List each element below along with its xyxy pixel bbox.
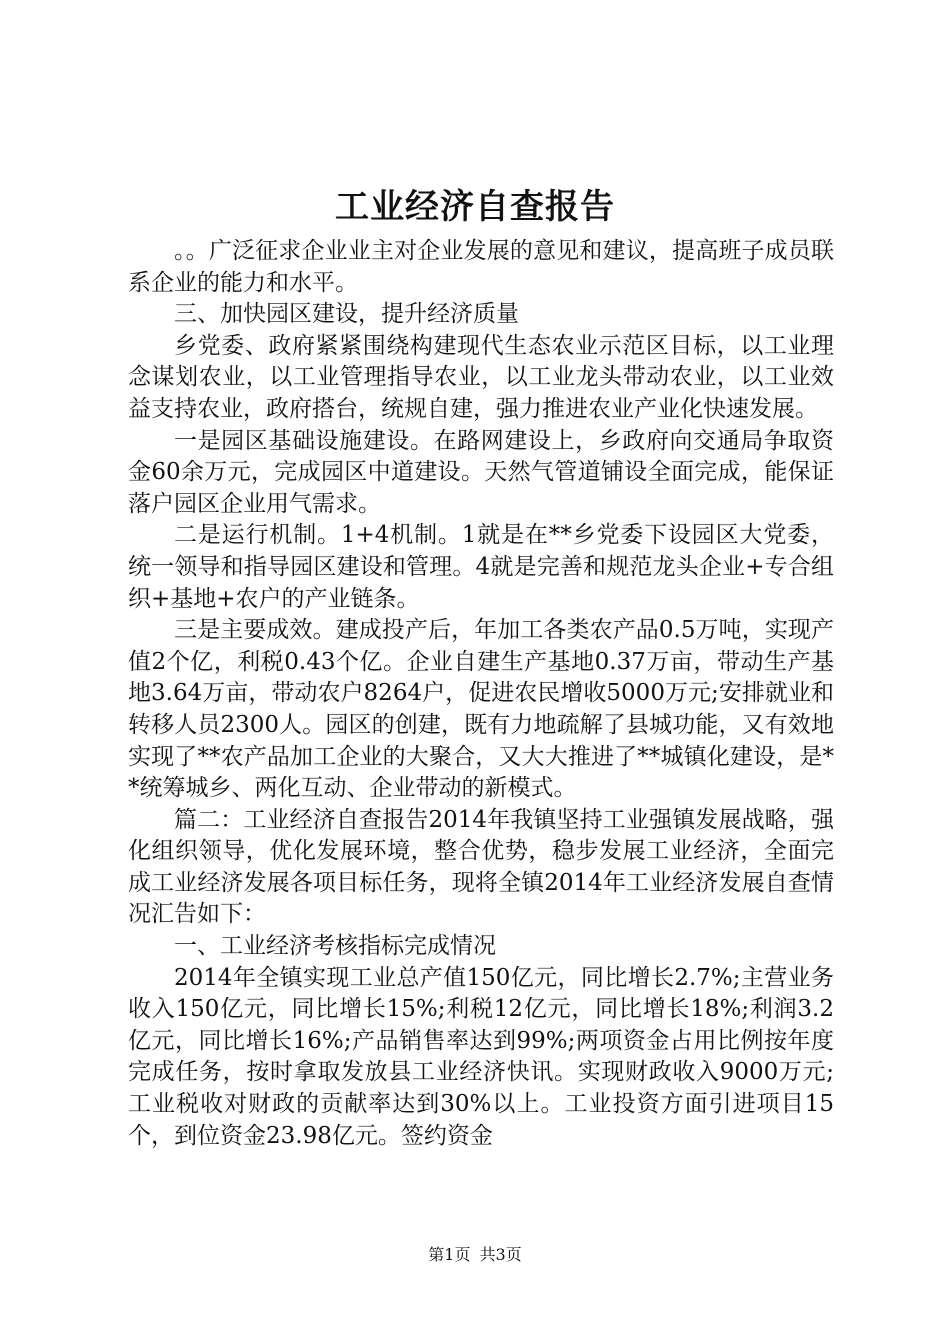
- document-body: [128, 236, 834, 1152]
- page-number: 第1页: [428, 1245, 471, 1264]
- page-total: 共3页: [479, 1245, 522, 1264]
- page-footer: [0, 1244, 950, 1266]
- section-heading: 一、工业经济考核指标完成情况: [174, 933, 496, 960]
- section-heading: 三、加快园区建设，提升经济质量: [174, 301, 519, 328]
- paragraph: 三是主要成效。建成投产后，年加工各类农产品0.5万吨，实现产值2个亿，利税0.43个亿。企业自建生产基地0.37万亩，带动生产基地3.64万亩，带动农户8264户，促进农民增收5000万元;安排就业和转移人员2300人。园区的创建，既有力地疏解了县城功能，又有效地实现了**农产品加工企业的大聚合，又大大推进了**城镇化建设，是**统筹城乡、两化互动、企业带动的新模式。: [128, 617, 834, 802]
- paragraph: 乡党委、政府紧紧围绕构建现代生态农业示范区目标，以工业理念谋划农业，以工业管理指导农业，以工业龙头带动农业，以工业效益支持农业，政府搭台，统规自建，强力推进农业产业化快速发展。: [128, 332, 834, 422]
- paragraph: 一是园区基础设施建设。在路网建设上，乡政府向交通局争取资金60余万元，完成园区中道建设。天然气管道铺设全面完成，能保证落户园区企业用气需求。: [128, 427, 834, 517]
- paragraph: 2014年全镇实现工业总产值150亿元，同比增长2.7%;主营业务收入150亿元，同比增长15%;利税12亿元，同比增长18%;利润3.2亿元，同比增长16%;产品销售率达到99%;两项资金占用比例按年度完成任务，按时拿取发放县工业经济快讯。实现财政收入9000万元;工业税收对财政的贡献率达到30%以上。工业投资方面引进项目15个，到位资金23.98亿元。签约资金: [128, 964, 834, 1149]
- paragraph: 。。广泛征求企业业主对企业发展的意见和建议，提高班子成员联系企业的能力和水平。: [128, 238, 834, 296]
- paragraph: 二是运行机制。1+4机制。1就是在**乡党委下设园区大党委，统一领导和指导园区建设和管理。4就是完善和规范龙头企业+专合组织+基地+农户的产业链条。: [128, 522, 834, 612]
- paragraph: 篇二：工业经济自查报告2014年我镇坚持工业强镇发展战略，强化组织领导，优化发展环境，整合优势，稳步发展工业经济，全面完成工业经济发展各项目标任务，现将全镇2014年工业经济发展自查情况汇告如下：: [128, 806, 834, 928]
- document-title: 工业经济自查报告: [335, 187, 615, 227]
